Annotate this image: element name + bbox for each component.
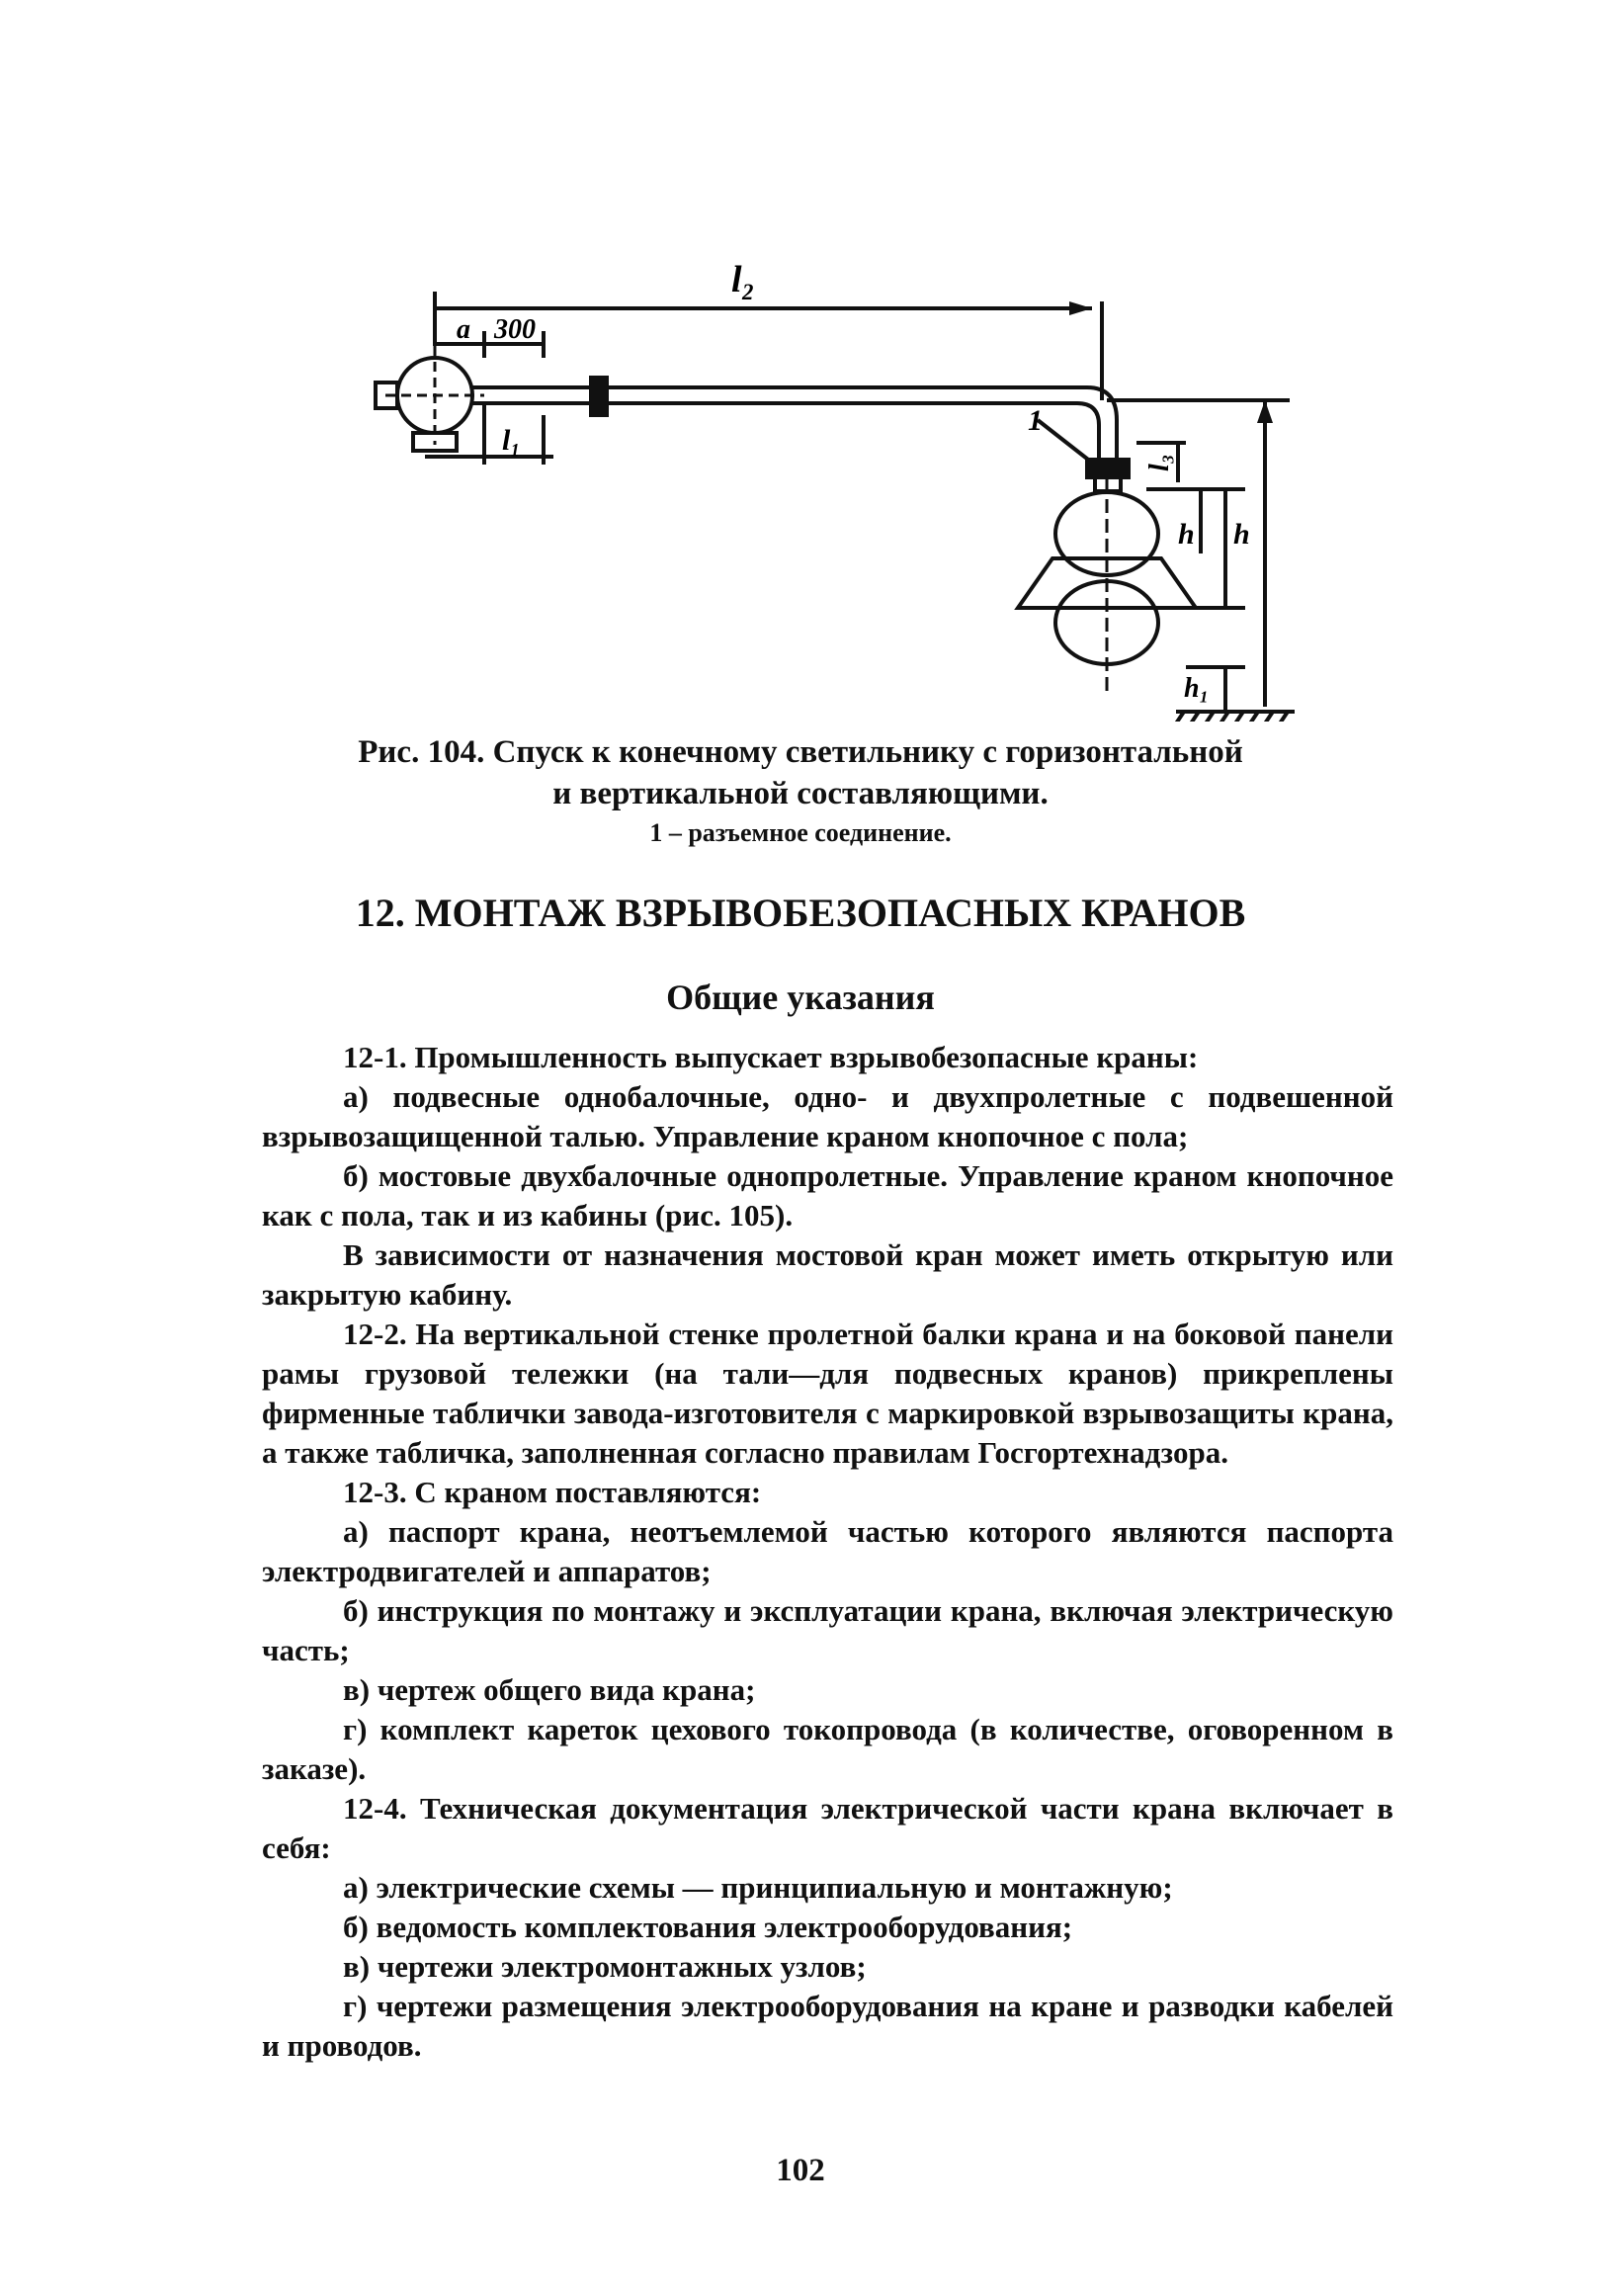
figure-caption [296, 731, 1304, 852]
paragraph: а) паспорт крана, неотъемлемой частью которого являются паспорта электродвигателей и аппаратов; [262, 1514, 1393, 1588]
dim-h1-label: h₁ [1184, 673, 1210, 704]
dim-a-label: a [457, 314, 470, 345]
dim-hh-label: h [1178, 518, 1195, 551]
figure-104 [356, 247, 1304, 722]
paragraph: 12-3. С краном поставляются: [343, 1475, 762, 1509]
caption-title-line-1: Рис. 104. Спуск к конечному светильнику с горизонтальной [358, 734, 1243, 770]
paragraph: в) чертеж общего вида крана; [343, 1672, 756, 1707]
subsection-title: Общие указания [666, 978, 935, 1017]
paragraph: В зависимости от назначения мостовой кран может иметь открытую или закрытую кабину. [262, 1237, 1393, 1312]
dim-l2-label: l₂ [731, 259, 755, 300]
section-title: 12. МОНТАЖ ВЗРЫВОБЕЗОПАСНЫХ КРАНОВ [355, 891, 1246, 935]
dim-l3-label: l₃ [1144, 454, 1175, 471]
paragraph: 12-4. Техническая документация электрической части крана включает в себя: [262, 1791, 1393, 1865]
paragraph: 12-1. Промышленность выпускает взрывобезопасные краны: [343, 1040, 1199, 1074]
dim-300-label: 300 [494, 314, 536, 345]
paragraph: в) чертежи электромонтажных узлов; [343, 1949, 867, 1984]
paragraph: б) мостовые двухбалочные однопролетные. Управление краном кнопочное как с пола, так и из кабины (рис. 105). [262, 1158, 1393, 1233]
callout-1-label: 1 [1028, 404, 1043, 437]
dim-h-label: h [1233, 518, 1250, 551]
page-number: 102 [776, 2153, 825, 2188]
paragraph: б) инструкция по монтажу и эксплуатации крана, включая электрическую часть; [262, 1593, 1393, 1667]
paragraph: а) электрические схемы — принципиальную и монтажную; [343, 1870, 1173, 1905]
body-text [262, 1038, 1393, 2066]
caption-legend: 1 – разъемное соединение. [649, 818, 952, 847]
dim-l1-label: l₁ [502, 424, 521, 457]
paragraph: б) ведомость комплектования электрооборудования; [343, 1910, 1073, 1944]
paragraph: 12-2. На вертикальной стенке пролетной балки крана и на боковой панели рамы грузовой тележки (на тали—для подвесных кранов) прикреплены фирменные таблички завода-изготовителя с маркировкой взрывозащиты крана, а также табличка, заполненная согласно правилам Госгортехнадзора. [262, 1317, 1393, 1470]
paragraph: г) чертежи размещения электрооборудования на кране и разводки кабелей и проводов. [262, 1989, 1393, 2063]
paragraph: а) подвесные однобалочные, одно- и двухпролетные с подвешенной взрывозащищенной талью. Управление краном кнопочное с пола; [262, 1079, 1393, 1153]
luminaire-drop-drawing [356, 247, 1304, 722]
paragraph: г) комплект кареток цехового токопровода (в количестве, оговоренном в заказе). [262, 1712, 1393, 1786]
caption-title-line-2: и вертикальной составляющими. [552, 776, 1049, 811]
